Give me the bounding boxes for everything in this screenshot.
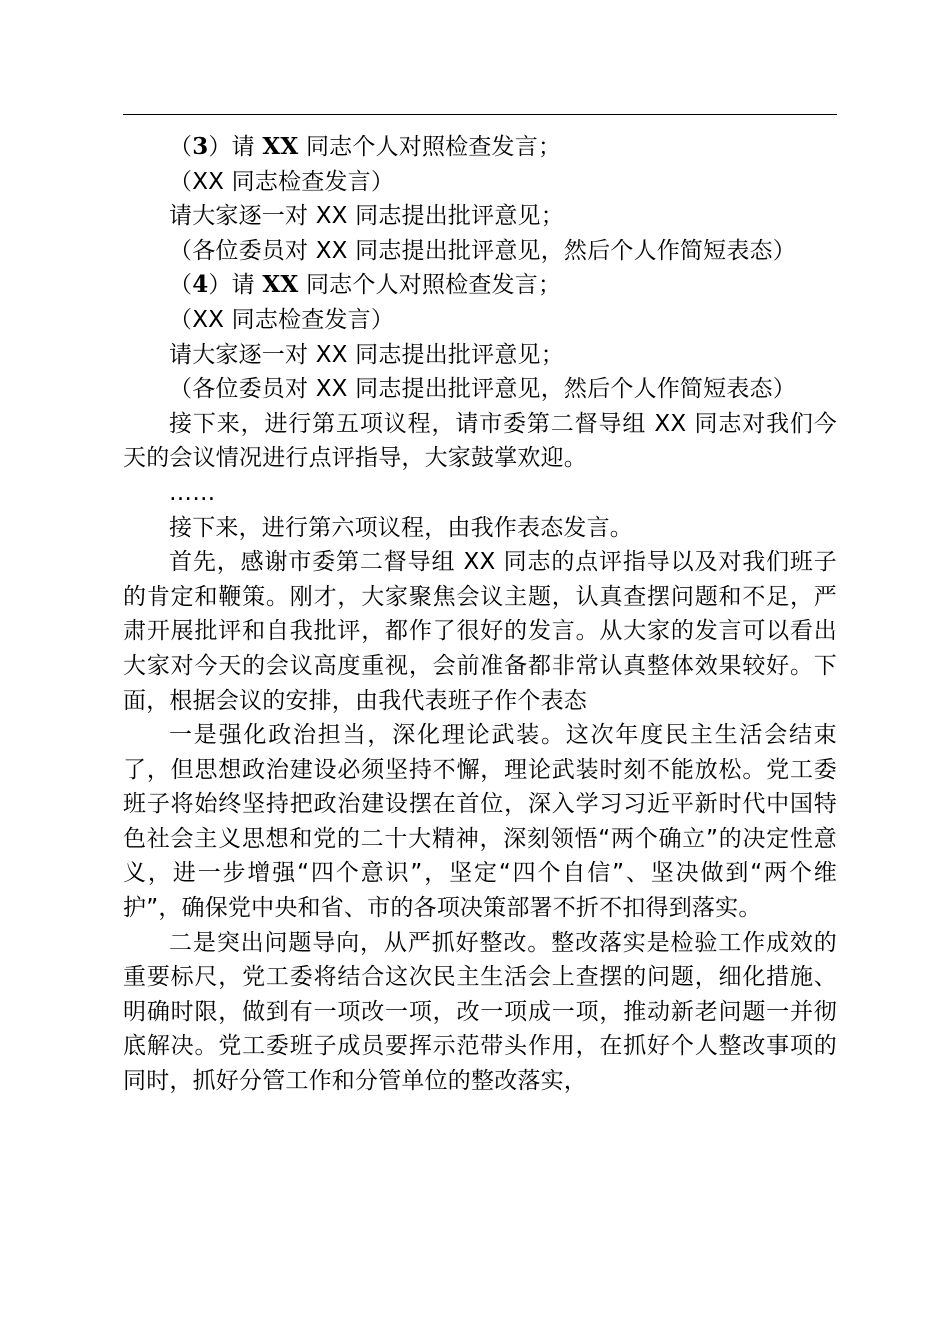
ellipsis-paragraph: ……	[169, 479, 216, 506]
item-text: 同志个人对照检查发言；	[298, 272, 562, 299]
paragraph: （XX 同志检查发言）	[169, 306, 395, 333]
paragraph: 接下来，进行第五项议程，请市委第二督导组 XX 同志对我们今天的会议情况进行点评指导，大家鼓掌欢迎。	[123, 410, 837, 472]
person-name: XX	[262, 133, 299, 160]
paragraph: （各位委员对 XX 同志提出批评意见，然后个人作简短表态）	[169, 237, 796, 264]
paren-open: （	[169, 134, 193, 160]
agenda-item-3	[123, 130, 837, 165]
header-rule	[123, 114, 837, 115]
paragraph: （各位委员对 XX 同志提出批评意见，然后个人作简短表态）	[169, 376, 796, 403]
paren-open: （	[169, 272, 193, 299]
paragraph: 二是突出问题导向，从严抓好整改。整改落实是检验工作成效的重要标尺，党工委将结合这次民主生活会上查摆的问题，细化措施、明确时限，做到有一项改一项，改一项成一项，推动新老问题一并彻底解决。党工委班子成员要挥示范带头作用，在抓好个人整改事项的同时，抓好分管工作和分管单位的整改落实，	[123, 929, 837, 1095]
paragraph: （XX 同志检查发言）	[169, 168, 395, 195]
paragraph: 首先，感谢市委第二督导组 XX 同志的点评指导以及对我们班子的肯定和鞭策。刚才，大家聚焦会议主题，认真查摆问题和不足，严肃开展批评和自我批评，都作了很好的发言。从大家的发言可以看出大家对今天的会议高度重视，会前准备都非常认真整体效果较好。下面，根据会议的安排，由我代表班子作个表态	[123, 549, 837, 714]
item-number: 3	[192, 133, 209, 160]
paragraph: 一是强化政治担当，深化理论武装。这次年度民主生活会结束了，但思想政治建设必须坚持不懈，理论武装时刻不能放松。党工委班子将始终坚持把政治建设摆在首位，深入学习习近平新时代中国特色社会主义思想和党的二十大精神，深刻领悟“两个确立”的决定性意义，进一步增强“四个意识”，坚定“四个自信”、坚决做到“两个维护”，确保党中央和省、市的各项决策部署不折不扣得到落实。	[123, 722, 837, 922]
paragraph: 接下来，进行第六项议程，由我作表态发言。	[169, 514, 633, 541]
paragraph: 请大家逐一对 XX 同志提出批评意见；	[169, 341, 564, 368]
item-text: 同志个人对照检查发言；	[298, 134, 562, 160]
agenda-item-4	[123, 268, 837, 303]
document-body	[123, 130, 837, 1099]
paragraph: 请大家逐一对 XX 同志提出批评意见；	[169, 203, 564, 230]
person-name: XX	[262, 271, 299, 299]
item-prefix: ）请	[208, 134, 263, 160]
item-number: 4	[192, 271, 209, 299]
item-prefix: ）请	[208, 272, 263, 299]
